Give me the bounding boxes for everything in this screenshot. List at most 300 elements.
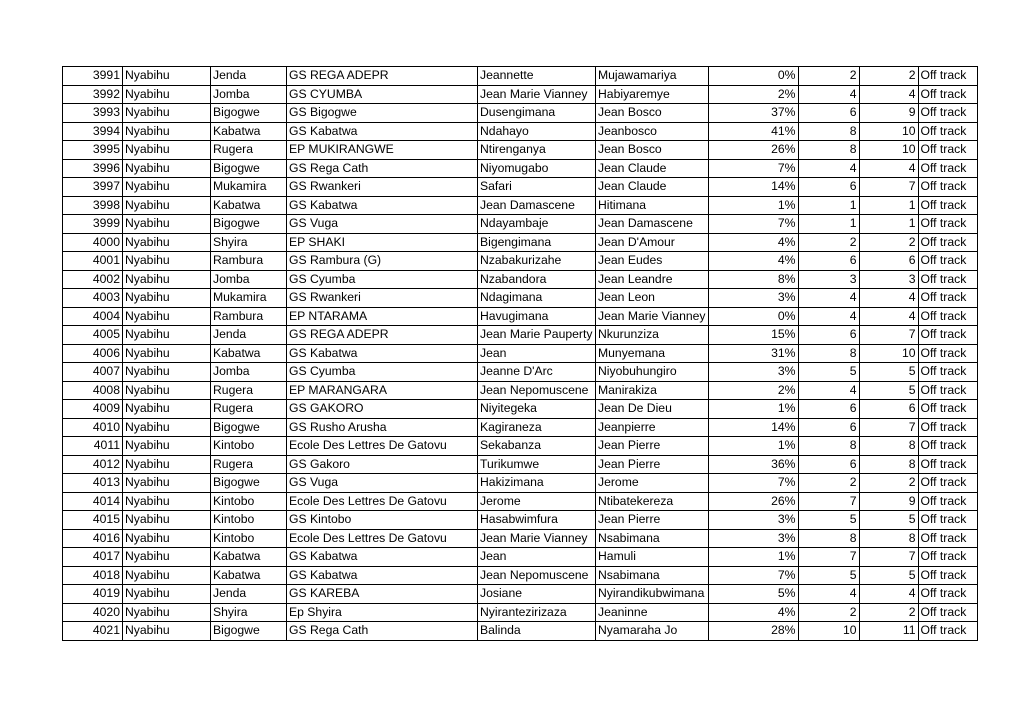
- school-cell: GS GAKORO: [287, 400, 478, 419]
- count-b-cell: 8: [859, 455, 918, 474]
- last-name-cell: Ntibatekereza: [596, 492, 709, 511]
- district-cell: Nyabihu: [123, 455, 211, 474]
- status-cell: Off track: [918, 215, 977, 234]
- count-b-cell: 2: [859, 603, 918, 622]
- count-a-cell: 6: [798, 104, 859, 123]
- percent-cell: 26%: [708, 492, 798, 511]
- first-name-cell: Kagiraneza: [478, 418, 596, 437]
- school-cell: GS Vuga: [287, 215, 478, 234]
- last-name-cell: Jean Pierre: [596, 437, 709, 456]
- district-cell: Nyabihu: [123, 307, 211, 326]
- table-row: [63, 381, 978, 400]
- row-id-cell: 4005: [63, 326, 123, 345]
- row-id-cell: 4016: [63, 529, 123, 548]
- data-table: [62, 66, 978, 641]
- school-cell: GS REGA ADEPR: [287, 326, 478, 345]
- count-b-cell: 4: [859, 585, 918, 604]
- sector-cell: Mukamira: [211, 289, 287, 308]
- count-b-cell: 8: [859, 437, 918, 456]
- school-cell: GS Rega Cath: [287, 159, 478, 178]
- row-id-cell: 4002: [63, 270, 123, 289]
- count-a-cell: 8: [798, 437, 859, 456]
- row-id-cell: 4014: [63, 492, 123, 511]
- school-cell: Ecole Des Lettres De Gatovu: [287, 437, 478, 456]
- percent-cell: 1%: [708, 196, 798, 215]
- percent-cell: 28%: [708, 622, 798, 641]
- sector-cell: Shyira: [211, 603, 287, 622]
- table-row: [63, 585, 978, 604]
- school-cell: GS Bigogwe: [287, 104, 478, 123]
- first-name-cell: Jeannette: [478, 67, 596, 86]
- table-row: [63, 252, 978, 271]
- percent-cell: 26%: [708, 141, 798, 160]
- row-id-cell: 3995: [63, 141, 123, 160]
- count-b-cell: 4: [859, 307, 918, 326]
- sector-cell: Bigogwe: [211, 418, 287, 437]
- district-cell: Nyabihu: [123, 122, 211, 141]
- row-id-cell: 4000: [63, 233, 123, 252]
- first-name-cell: Niyitegeka: [478, 400, 596, 419]
- district-cell: Nyabihu: [123, 67, 211, 86]
- count-a-cell: 6: [798, 252, 859, 271]
- last-name-cell: Jean Pierre: [596, 511, 709, 530]
- count-a-cell: 7: [798, 548, 859, 567]
- sector-cell: Bigogwe: [211, 104, 287, 123]
- status-cell: Off track: [918, 455, 977, 474]
- status-cell: Off track: [918, 492, 977, 511]
- district-cell: Nyabihu: [123, 622, 211, 641]
- sector-cell: Kintobo: [211, 437, 287, 456]
- sector-cell: Shyira: [211, 233, 287, 252]
- count-b-cell: 3: [859, 270, 918, 289]
- sector-cell: Jenda: [211, 326, 287, 345]
- status-cell: Off track: [918, 159, 977, 178]
- district-cell: Nyabihu: [123, 215, 211, 234]
- table-row: [63, 178, 978, 197]
- count-a-cell: 6: [798, 178, 859, 197]
- sector-cell: Jenda: [211, 585, 287, 604]
- district-cell: Nyabihu: [123, 159, 211, 178]
- district-cell: Nyabihu: [123, 585, 211, 604]
- school-cell: GS Rambura (G): [287, 252, 478, 271]
- count-a-cell: 2: [798, 233, 859, 252]
- last-name-cell: Munyemana: [596, 344, 709, 363]
- row-id-cell: 4015: [63, 511, 123, 530]
- school-cell: GS REGA ADEPR: [287, 67, 478, 86]
- first-name-cell: Safari: [478, 178, 596, 197]
- first-name-cell: Ndagimana: [478, 289, 596, 308]
- row-id-cell: 3997: [63, 178, 123, 197]
- count-b-cell: 5: [859, 363, 918, 382]
- school-cell: GS Rwankeri: [287, 289, 478, 308]
- sector-cell: Kabatwa: [211, 548, 287, 567]
- status-cell: Off track: [918, 326, 977, 345]
- row-id-cell: 4011: [63, 437, 123, 456]
- count-a-cell: 4: [798, 289, 859, 308]
- count-b-cell: 10: [859, 122, 918, 141]
- last-name-cell: Jean Leandre: [596, 270, 709, 289]
- count-b-cell: 7: [859, 178, 918, 197]
- percent-cell: 41%: [708, 122, 798, 141]
- count-a-cell: 2: [798, 474, 859, 493]
- first-name-cell: Jean Nepomuscene: [478, 381, 596, 400]
- status-cell: Off track: [918, 418, 977, 437]
- school-cell: GS Kabatwa: [287, 122, 478, 141]
- table-row: [63, 492, 978, 511]
- first-name-cell: Ntirenganya: [478, 141, 596, 160]
- sector-cell: Kintobo: [211, 492, 287, 511]
- percent-cell: 2%: [708, 381, 798, 400]
- percent-cell: 7%: [708, 474, 798, 493]
- first-name-cell: Niyomugabo: [478, 159, 596, 178]
- last-name-cell: Nsabimana: [596, 529, 709, 548]
- last-name-cell: Jean Bosco: [596, 104, 709, 123]
- school-cell: GS Vuga: [287, 474, 478, 493]
- last-name-cell: Hamuli: [596, 548, 709, 567]
- sector-cell: Bigogwe: [211, 474, 287, 493]
- table-row: [63, 529, 978, 548]
- school-cell: Ecole Des Lettres De Gatovu: [287, 529, 478, 548]
- district-cell: Nyabihu: [123, 104, 211, 123]
- status-cell: Off track: [918, 233, 977, 252]
- first-name-cell: Jean: [478, 548, 596, 567]
- count-b-cell: 5: [859, 381, 918, 400]
- school-cell: GS Cyumba: [287, 363, 478, 382]
- school-cell: GS Rega Cath: [287, 622, 478, 641]
- status-cell: Off track: [918, 85, 977, 104]
- sector-cell: Mukamira: [211, 178, 287, 197]
- sector-cell: Bigogwe: [211, 622, 287, 641]
- district-cell: Nyabihu: [123, 344, 211, 363]
- sector-cell: Rugera: [211, 381, 287, 400]
- last-name-cell: Jean Marie Vianney: [596, 307, 709, 326]
- status-cell: Off track: [918, 141, 977, 160]
- district-cell: Nyabihu: [123, 529, 211, 548]
- district-cell: Nyabihu: [123, 141, 211, 160]
- table-row: [63, 159, 978, 178]
- school-cell: GS Rwankeri: [287, 178, 478, 197]
- last-name-cell: Mujawamariya: [596, 67, 709, 86]
- last-name-cell: Jean Claude: [596, 178, 709, 197]
- district-cell: Nyabihu: [123, 178, 211, 197]
- row-id-cell: 4012: [63, 455, 123, 474]
- count-a-cell: 5: [798, 566, 859, 585]
- first-name-cell: Havugimana: [478, 307, 596, 326]
- table-row: [63, 104, 978, 123]
- percent-cell: 7%: [708, 159, 798, 178]
- school-cell: GS Kabatwa: [287, 344, 478, 363]
- district-cell: Nyabihu: [123, 270, 211, 289]
- table-row: [63, 566, 978, 585]
- status-cell: Off track: [918, 270, 977, 289]
- percent-cell: 3%: [708, 363, 798, 382]
- row-id-cell: 4018: [63, 566, 123, 585]
- first-name-cell: Ndayambaje: [478, 215, 596, 234]
- district-cell: Nyabihu: [123, 289, 211, 308]
- last-name-cell: Jeaninne: [596, 603, 709, 622]
- count-b-cell: 11: [859, 622, 918, 641]
- sector-cell: Bigogwe: [211, 159, 287, 178]
- status-cell: Off track: [918, 548, 977, 567]
- status-cell: Off track: [918, 400, 977, 419]
- percent-cell: 15%: [708, 326, 798, 345]
- count-a-cell: 6: [798, 400, 859, 419]
- count-b-cell: 6: [859, 400, 918, 419]
- count-a-cell: 4: [798, 159, 859, 178]
- first-name-cell: Balinda: [478, 622, 596, 641]
- district-cell: Nyabihu: [123, 326, 211, 345]
- status-cell: Off track: [918, 585, 977, 604]
- row-id-cell: 4007: [63, 363, 123, 382]
- row-id-cell: 3991: [63, 67, 123, 86]
- percent-cell: 7%: [708, 566, 798, 585]
- last-name-cell: Nkurunziza: [596, 326, 709, 345]
- count-b-cell: 5: [859, 566, 918, 585]
- count-a-cell: 6: [798, 326, 859, 345]
- district-cell: Nyabihu: [123, 511, 211, 530]
- last-name-cell: Jean Claude: [596, 159, 709, 178]
- status-cell: Off track: [918, 307, 977, 326]
- count-a-cell: 4: [798, 381, 859, 400]
- status-cell: Off track: [918, 363, 977, 382]
- last-name-cell: Jeanbosco: [596, 122, 709, 141]
- count-a-cell: 7: [798, 492, 859, 511]
- count-a-cell: 8: [798, 141, 859, 160]
- last-name-cell: Jean Eudes: [596, 252, 709, 271]
- last-name-cell: Hitimana: [596, 196, 709, 215]
- first-name-cell: Josiane: [478, 585, 596, 604]
- sector-cell: Kintobo: [211, 529, 287, 548]
- count-a-cell: 2: [798, 603, 859, 622]
- percent-cell: 7%: [708, 215, 798, 234]
- table-row: [63, 418, 978, 437]
- sector-cell: Rugera: [211, 400, 287, 419]
- sector-cell: Kabatwa: [211, 196, 287, 215]
- count-a-cell: 4: [798, 307, 859, 326]
- row-id-cell: 4010: [63, 418, 123, 437]
- row-id-cell: 4003: [63, 289, 123, 308]
- count-b-cell: 4: [859, 289, 918, 308]
- first-name-cell: Turikumwe: [478, 455, 596, 474]
- percent-cell: 5%: [708, 585, 798, 604]
- school-cell: EP MUKIRANGWE: [287, 141, 478, 160]
- status-cell: Off track: [918, 529, 977, 548]
- count-b-cell: 10: [859, 141, 918, 160]
- district-cell: Nyabihu: [123, 437, 211, 456]
- percent-cell: 3%: [708, 289, 798, 308]
- last-name-cell: Habiyaremye: [596, 85, 709, 104]
- table-row: [63, 196, 978, 215]
- school-cell: GS Cyumba: [287, 270, 478, 289]
- school-cell: GS Rusho Arusha: [287, 418, 478, 437]
- first-name-cell: Hakizimana: [478, 474, 596, 493]
- table-row: [63, 548, 978, 567]
- table-row: [63, 233, 978, 252]
- district-cell: Nyabihu: [123, 252, 211, 271]
- district-cell: Nyabihu: [123, 363, 211, 382]
- sector-cell: Kintobo: [211, 511, 287, 530]
- district-cell: Nyabihu: [123, 400, 211, 419]
- last-name-cell: Jean Bosco: [596, 141, 709, 160]
- district-cell: Nyabihu: [123, 233, 211, 252]
- district-cell: Nyabihu: [123, 381, 211, 400]
- school-cell: GS Kintobo: [287, 511, 478, 530]
- status-cell: Off track: [918, 344, 977, 363]
- district-cell: Nyabihu: [123, 474, 211, 493]
- table-row: [63, 307, 978, 326]
- last-name-cell: Jerome: [596, 474, 709, 493]
- sector-cell: Bigogwe: [211, 215, 287, 234]
- count-a-cell: 10: [798, 622, 859, 641]
- percent-cell: 37%: [708, 104, 798, 123]
- table-row: [63, 455, 978, 474]
- count-a-cell: 8: [798, 344, 859, 363]
- row-id-cell: 3992: [63, 85, 123, 104]
- school-cell: GS CYUMBA: [287, 85, 478, 104]
- status-cell: Off track: [918, 622, 977, 641]
- first-name-cell: Dusengimana: [478, 104, 596, 123]
- percent-cell: 14%: [708, 418, 798, 437]
- school-cell: EP MARANGARA: [287, 381, 478, 400]
- count-a-cell: 1: [798, 196, 859, 215]
- last-name-cell: Jean Pierre: [596, 455, 709, 474]
- percent-cell: 4%: [708, 252, 798, 271]
- count-a-cell: 4: [798, 585, 859, 604]
- percent-cell: 31%: [708, 344, 798, 363]
- status-cell: Off track: [918, 566, 977, 585]
- table-row: [63, 603, 978, 622]
- percent-cell: 1%: [708, 548, 798, 567]
- count-b-cell: 1: [859, 215, 918, 234]
- first-name-cell: Jean Nepomuscene: [478, 566, 596, 585]
- first-name-cell: Nzabandora: [478, 270, 596, 289]
- count-a-cell: 2: [798, 67, 859, 86]
- row-id-cell: 4020: [63, 603, 123, 622]
- first-name-cell: Jean: [478, 344, 596, 363]
- last-name-cell: Nyirandikubwimana: [596, 585, 709, 604]
- status-cell: Off track: [918, 122, 977, 141]
- status-cell: Off track: [918, 511, 977, 530]
- school-cell: GS Kabatwa: [287, 196, 478, 215]
- table-row: [63, 270, 978, 289]
- percent-cell: 3%: [708, 529, 798, 548]
- sector-cell: Kabatwa: [211, 566, 287, 585]
- count-a-cell: 1: [798, 215, 859, 234]
- count-b-cell: 6: [859, 252, 918, 271]
- row-id-cell: 4001: [63, 252, 123, 271]
- last-name-cell: Jeanpierre: [596, 418, 709, 437]
- first-name-cell: Jeanne D'Arc: [478, 363, 596, 382]
- district-cell: Nyabihu: [123, 196, 211, 215]
- row-id-cell: 4008: [63, 381, 123, 400]
- last-name-cell: Nyamaraha Jo: [596, 622, 709, 641]
- first-name-cell: Jerome: [478, 492, 596, 511]
- first-name-cell: Nzabakurizahe: [478, 252, 596, 271]
- sector-cell: Rambura: [211, 307, 287, 326]
- sector-cell: Jomba: [211, 270, 287, 289]
- table-row: [63, 474, 978, 493]
- last-name-cell: Jean Damascene: [596, 215, 709, 234]
- row-id-cell: 3996: [63, 159, 123, 178]
- count-a-cell: 6: [798, 455, 859, 474]
- table-row: [63, 363, 978, 382]
- first-name-cell: Bigengimana: [478, 233, 596, 252]
- row-id-cell: 4013: [63, 474, 123, 493]
- percent-cell: 36%: [708, 455, 798, 474]
- count-b-cell: 4: [859, 159, 918, 178]
- status-cell: Off track: [918, 178, 977, 197]
- table-row: [63, 141, 978, 160]
- last-name-cell: Jean Leon: [596, 289, 709, 308]
- count-a-cell: 6: [798, 418, 859, 437]
- percent-cell: 1%: [708, 400, 798, 419]
- count-a-cell: 5: [798, 511, 859, 530]
- school-cell: EP SHAKI: [287, 233, 478, 252]
- first-name-cell: Hasabwimfura: [478, 511, 596, 530]
- status-cell: Off track: [918, 474, 977, 493]
- sector-cell: Rugera: [211, 141, 287, 160]
- row-id-cell: 3994: [63, 122, 123, 141]
- last-name-cell: Jean De Dieu: [596, 400, 709, 419]
- district-cell: Nyabihu: [123, 566, 211, 585]
- table-row: [63, 122, 978, 141]
- row-id-cell: 3993: [63, 104, 123, 123]
- table-row: [63, 85, 978, 104]
- percent-cell: 3%: [708, 511, 798, 530]
- status-cell: Off track: [918, 381, 977, 400]
- status-cell: Off track: [918, 67, 977, 86]
- district-cell: Nyabihu: [123, 492, 211, 511]
- row-id-cell: 3998: [63, 196, 123, 215]
- status-cell: Off track: [918, 104, 977, 123]
- district-cell: Nyabihu: [123, 548, 211, 567]
- count-b-cell: 9: [859, 104, 918, 123]
- school-cell: EP NTARAMA: [287, 307, 478, 326]
- row-id-cell: 4004: [63, 307, 123, 326]
- district-cell: Nyabihu: [123, 603, 211, 622]
- count-b-cell: 10: [859, 344, 918, 363]
- first-name-cell: Jean Marie Pauperty: [478, 326, 596, 345]
- sector-cell: Jenda: [211, 67, 287, 86]
- count-b-cell: 2: [859, 474, 918, 493]
- count-b-cell: 2: [859, 67, 918, 86]
- first-name-cell: Sekabanza: [478, 437, 596, 456]
- percent-cell: 0%: [708, 67, 798, 86]
- first-name-cell: Jean Marie Vianney: [478, 529, 596, 548]
- percent-cell: 14%: [708, 178, 798, 197]
- row-id-cell: 4006: [63, 344, 123, 363]
- sector-cell: Jomba: [211, 85, 287, 104]
- row-id-cell: 4017: [63, 548, 123, 567]
- status-cell: Off track: [918, 196, 977, 215]
- table-row: [63, 67, 978, 86]
- district-cell: Nyabihu: [123, 85, 211, 104]
- school-cell: Ecole Des Lettres De Gatovu: [287, 492, 478, 511]
- count-b-cell: 7: [859, 418, 918, 437]
- count-a-cell: 8: [798, 529, 859, 548]
- school-cell: GS Kabatwa: [287, 566, 478, 585]
- count-b-cell: 9: [859, 492, 918, 511]
- table-row: [63, 437, 978, 456]
- school-cell: GS Gakoro: [287, 455, 478, 474]
- first-name-cell: Jean Damascene: [478, 196, 596, 215]
- first-name-cell: Ndahayo: [478, 122, 596, 141]
- count-a-cell: 8: [798, 122, 859, 141]
- last-name-cell: Jean D'Amour: [596, 233, 709, 252]
- status-cell: Off track: [918, 603, 977, 622]
- count-b-cell: 7: [859, 326, 918, 345]
- sector-cell: Rambura: [211, 252, 287, 271]
